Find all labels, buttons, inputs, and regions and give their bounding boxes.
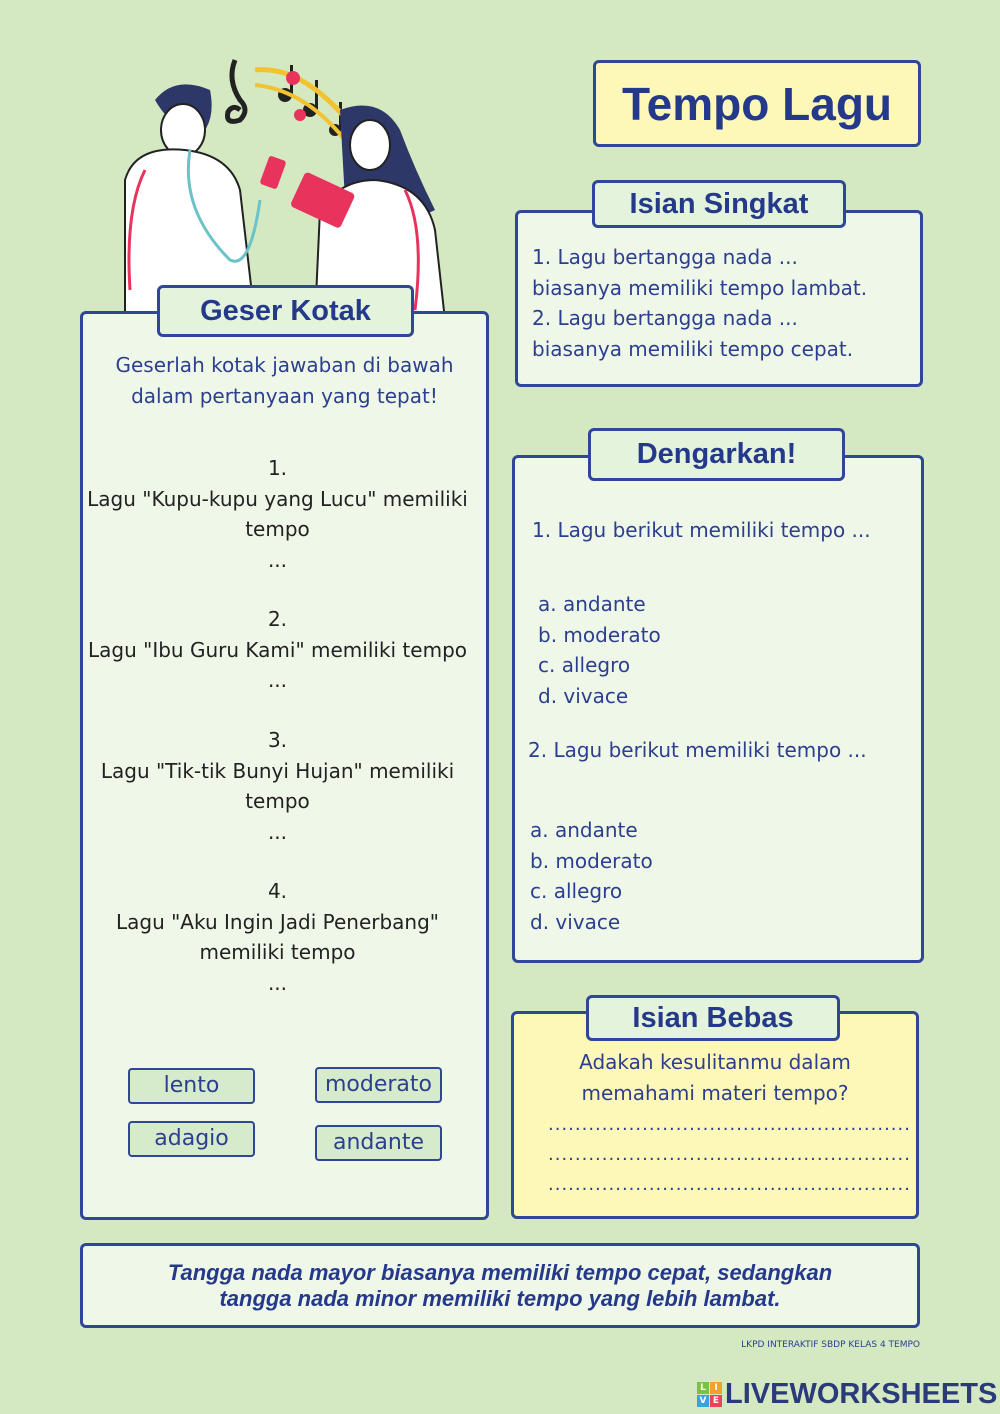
- drag-question-3: 3. Lagu "Tik-tik Bunyi Hujan" memiliki tempo ...: [80, 725, 475, 847]
- listen-question-2: 2. Lagu berikut memiliki tempo ...: [528, 738, 867, 762]
- isian-bebas-heading: Isian Bebas: [586, 995, 840, 1041]
- listen-options-1: [538, 589, 661, 711]
- logo-text: LIVEWORKSHEETS: [725, 1378, 998, 1410]
- option-1b[interactable]: b. moderato: [538, 622, 661, 647]
- drop-zone-2[interactable]: ...: [267, 668, 288, 692]
- worksheet-caption: LKPD INTERAKTIF SBDP KELAS 4 TEMPO: [741, 1340, 920, 1350]
- isian-bebas-question: Adakah kesulitanmu dalam memahami materi tempo?: [579, 1050, 851, 1105]
- isian-singkat-field-2[interactable]: 2. Lagu bertangga nada ...: [532, 306, 798, 330]
- logo-grid-icon: L I V E: [697, 1382, 722, 1407]
- music-couple-illustration: [105, 40, 465, 320]
- answer-andante[interactable]: andante: [315, 1125, 442, 1161]
- option-1c[interactable]: c. allegro: [538, 653, 631, 677]
- isian-singkat-text: 1. Lagu bertangga nada ... biasanya memiliki tempo lambat. 2. Lagu bertangga nada ... biasanya memiliki tempo cepat.: [532, 242, 912, 364]
- isian-bebas-answer-area[interactable]: ...................................................... ...................................................... ......................................................: [548, 1114, 911, 1195]
- geser-kotak-heading: Geser Kotak: [157, 285, 414, 337]
- dengarkan-heading: Dengarkan!: [588, 428, 845, 481]
- option-2a[interactable]: a. andante: [530, 818, 638, 842]
- isian-singkat-heading: Isian Singkat: [592, 180, 846, 228]
- geser-kotak-instruction: Geserlah kotak jawaban di bawah dalam pertanyaan yang tepat!: [115, 353, 454, 408]
- isian-singkat-field-1[interactable]: 1. Lagu bertangga nada ...: [532, 245, 798, 269]
- option-2d[interactable]: d. vivace: [530, 909, 621, 934]
- option-1d[interactable]: d. vivace: [538, 683, 629, 708]
- drop-zone-1[interactable]: ...: [267, 547, 288, 572]
- answer-lento[interactable]: lento: [128, 1068, 255, 1104]
- drop-zone-4[interactable]: ...: [267, 970, 288, 995]
- drag-question-4: 4. Lagu "Aku Ingin Jadi Penerbang" memiliki tempo ...: [80, 876, 475, 998]
- drag-question-2: 2. Lagu "Ibu Guru Kami" memiliki tempo ...: [80, 604, 475, 696]
- music-notes-icon: [228, 60, 356, 140]
- page-title: Tempo Lagu: [593, 60, 921, 147]
- liveworksheets-logo: [697, 1378, 997, 1411]
- drop-zone-3[interactable]: ...: [267, 819, 288, 844]
- answer-moderato[interactable]: moderato: [315, 1067, 442, 1103]
- answer-adagio[interactable]: adagio: [128, 1121, 255, 1157]
- drag-question-1: 1. Lagu "Kupu-kupu yang Lucu" memiliki tempo ...: [80, 453, 475, 575]
- option-1a[interactable]: a. andante: [538, 592, 646, 616]
- summary-note: Tangga nada mayor biasanya memiliki tempo cepat, sedangkan tangga nada minor memiliki tempo yang lebih lambat.: [80, 1243, 920, 1328]
- option-2c[interactable]: c. allegro: [530, 879, 623, 903]
- listen-options-2: [530, 815, 653, 937]
- option-2b[interactable]: b. moderato: [530, 848, 653, 873]
- listen-question-1: 1. Lagu berikut memiliki tempo ...: [532, 518, 871, 542]
